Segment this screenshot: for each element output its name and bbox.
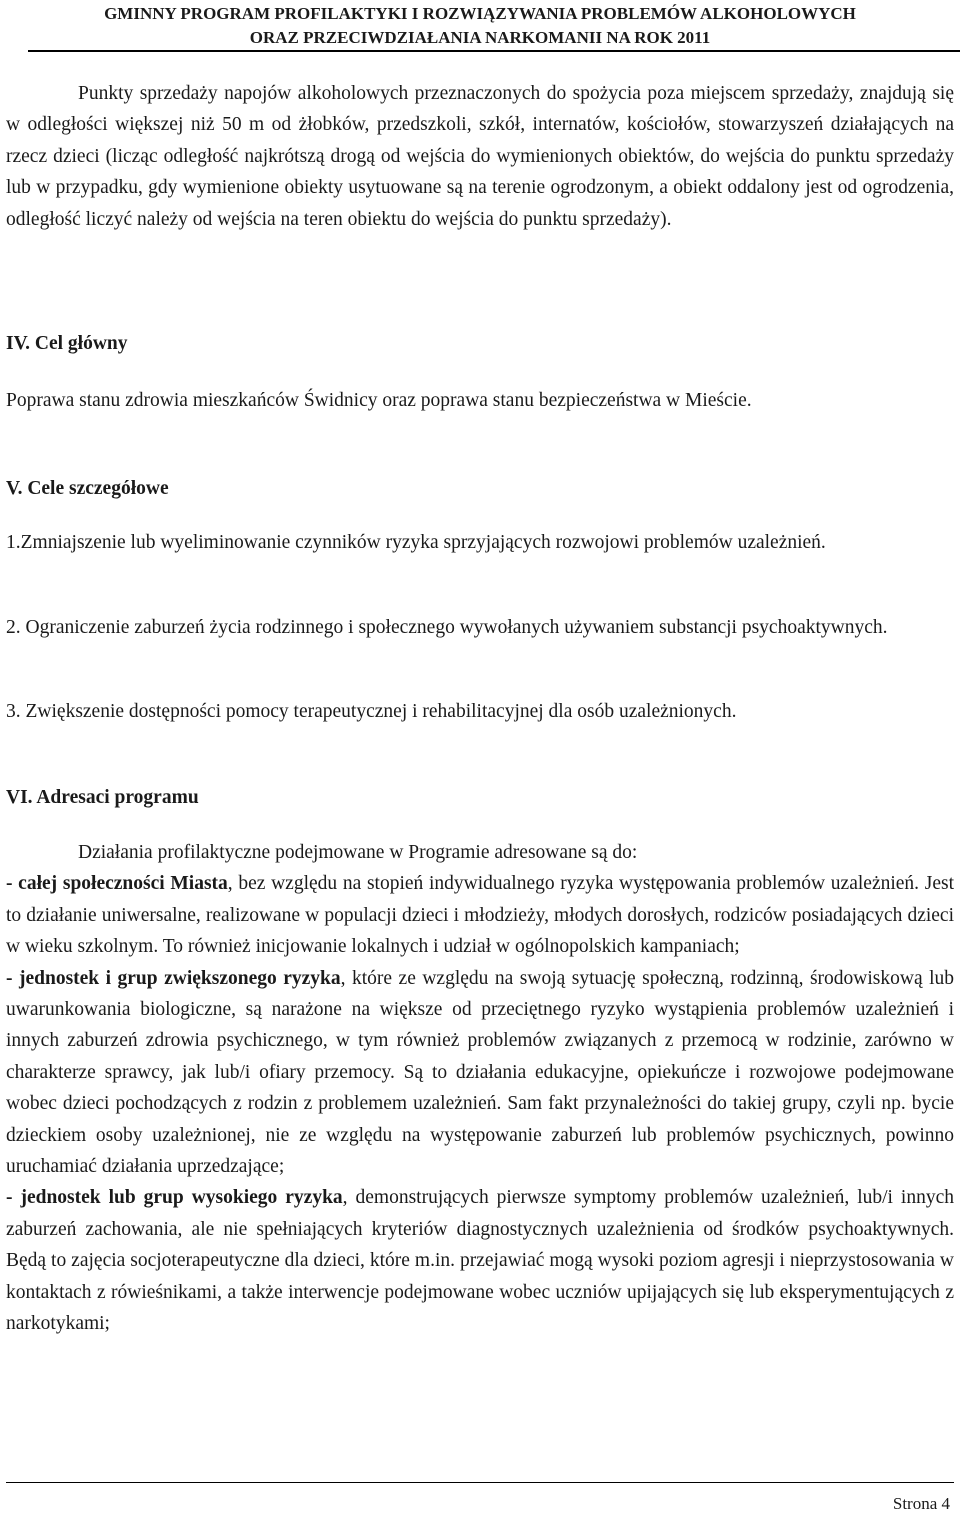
addressee-group-text: , bez względu na stopień indywidualnego ryzyka występowania problemów uzależnień. Jest to działanie uniwersalne, realizowane w populacji dzieci i młodzieży, młodych dorosłych, rodziców posiadających dzieci w wieku szkolnym. To również inicjowanie lokalnych i udział w ogólnopolskich kampaniach;	[6, 873, 954, 958]
addressee-group-text: , które ze względu na swoją sytuację społeczną, rodzinną, środowiskową lub uwarunkowania biologiczne, są narażone na większe od przeciętnego ryzyko wystąpienia problemów uzależnień i innych zaburzeń zdrowia psychicznego, w tym również problemów związanych z przemocą w rodzinie, zarówno w charakterze sprawcy, jak lub/i ofiary przemocy. Są to działania edukacyjne, opiekuńcze i rozwojowe podejmowane wobec dzieci pochodzących z rodzin z problemem uzależnień. Sam fakt przynależności do takiej grupy, czyli np. bycie dzieckiem osoby uzależnionej, nie ze względu na występowanie zaburzeń lub problemów psychicznych, powinno uruchamiać działania uprzedzające;	[6, 967, 955, 1178]
header-divider	[28, 50, 960, 52]
intro-paragraph: Punkty sprzedaży napojów alkoholowych przeznaczonych do spożycia poza miejscem sprzedaży, znajdują się w odległości większej niż 50 m od żłobków, przedszkoli, szkół, internatów, kościołów, stowarzyszeń działających na rzecz dzieci (licząc odległość najkrótszą drogą od wejścia do wymienionych obiektów, do wejścia do punktu sprzedaży lub w przypadku, gdy wymienione obiekty usytuowane są na terenie ogrodzonym, a obiekt oddalony jest od ogrodzenia, odległość liczyć należy od wejścia na teren obiektu do wejścia do punktu sprzedaży).	[6, 83, 954, 230]
addressee-group	[6, 868, 954, 962]
addressee-group	[6, 963, 954, 1183]
addressee-group	[6, 1182, 954, 1339]
addressee-group-title: - całej społeczności Miasta	[6, 873, 228, 895]
document-header	[0, 0, 960, 50]
addressee-group-text: , demonstrujących pierwsze symptomy problemów uzależnień, lub/i innych zaburzeń zachowania, ale nie spełniających kryteriów diagnostycznych uzależnienia od środków psychoaktywnych. Będą to zajęcia socjoterapeutyczne dla dzieci, które m.in. przejawiać mogą wysoki poziom agresji i nieprzystosowania w kontaktach z rówieśnikami, a także interwencje podejmowane wobec uczniów upijających się lub eksperymentujących z narkotykami;	[6, 1187, 954, 1335]
goal-item: 3. Zwiększenie dostępności pomocy terapeutycznej i rehabilitacyjnej dla osób uzależnionych.	[6, 701, 737, 722]
footer-divider	[6, 1482, 954, 1483]
addressee-group-title: - jednostek lub grup wysokiego ryzyka	[6, 1187, 343, 1209]
section-6-heading: VI. Adresaci programu	[6, 787, 199, 808]
section-4-heading: IV. Cel główny	[6, 333, 128, 354]
header-line-1: GMINNY PROGRAM PROFILAKTYKI I ROZWIĄZYWANIA PROBLEMÓW ALKOHOLOWYCH	[104, 4, 856, 23]
section-6-body	[6, 837, 954, 1340]
page-number: Strona 4	[892, 1494, 950, 1513]
addressee-group-title: - jednostek i grup zwiększonego ryzyka	[6, 967, 341, 989]
goal-item: 1.Zmniajszenie lub wyeliminowanie czynników ryzyka sprzyjających rozwojowi problemów uzależnień.	[6, 532, 826, 553]
addressees-intro: Działania profilaktyczne podejmowane w Programie adresowane są do:	[78, 842, 638, 863]
goal-item: 2. Ograniczenie zaburzeń życia rodzinnego i społecznego wywołanych używaniem substancji psychoaktywnych.	[6, 617, 888, 638]
header-line-2: ORAZ PRZECIWDZIAŁANIA NARKOMANII NA ROK 2011	[249, 28, 711, 47]
section-4-text: Poprawa stanu zdrowia mieszkańców Świdnicy oraz poprawa stanu bezpieczeństwa w Mieście.	[6, 390, 752, 411]
section-5-heading: V. Cele szczegółowe	[6, 478, 169, 499]
